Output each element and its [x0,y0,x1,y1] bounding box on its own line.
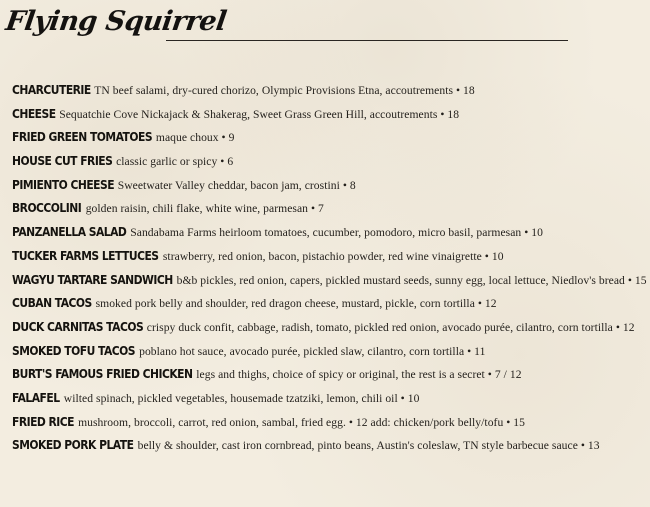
item-name: FALAFEL [12,389,60,405]
item-name: DUCK CARNITAS TACOS [12,318,144,334]
menu-item [12,196,648,220]
item-description: TN beef salami, dry-cured chorizo, Olympic Provisions Etna, accoutrements • 18 [94,84,475,97]
menu-item [12,315,648,339]
menu-item [12,149,648,173]
item-name: TUCKER FARMS LETTUCES [12,247,159,263]
item-name: PIMIENTO CHEESE [12,176,115,192]
item-name: CUBAN TACOS [12,295,92,311]
menu-item [12,291,648,315]
item-name: CHEESE [12,105,56,121]
item-name: PANZANELLA SALAD [12,224,127,240]
menu-list [12,78,648,457]
menu-item [12,410,648,434]
title-underline [166,40,568,41]
item-description: b&b pickles, red onion, capers, pickled mustard seeds, sunny egg, local lettuce, Niedlov's bread • 15 [176,273,647,287]
menu-item [12,433,648,457]
item-description: belly & shoulder, cast iron cornbread, pinto beans, Austin's coleslaw, TN style barbecue sauce • 13 [137,439,600,453]
item-name: BROCCOLINI [12,200,82,216]
menu-item [12,125,648,149]
item-name: CHARCUTERIE [12,82,91,97]
item-description: smoked pork belly and shoulder, red dragon cheese, mustard, pickle, corn tortilla • 12 [95,297,497,311]
menu-item [12,268,648,292]
item-name: SMOKED PORK PLATE [12,437,134,453]
item-name: BURT'S FAMOUS FRIED CHICKEN [12,366,193,382]
menu-item [12,102,648,126]
menu-item [12,173,648,197]
item-name: FRIED GREEN TOMATOES [12,129,153,145]
item-name: WAGYU TARTARE SANDWICH [12,271,173,287]
item-name: HOUSE CUT FRIES [12,153,113,169]
menu-item [12,339,648,363]
menu-item [12,220,648,244]
item-description: classic garlic or spicy • 6 [116,155,234,169]
item-description: crispy duck confit, cabbage, radish, tomato, pickled red onion, avocado purée, cilantro, corn tortilla • 12 [146,320,635,334]
item-description: legs and thighs, choice of spicy or original, the rest is a secret • 7 / 12 [196,368,522,382]
item-name: SMOKED TOFU TACOS [12,342,136,358]
item-description: strawberry, red onion, bacon, pistachio powder, red wine vinaigrette • 10 [162,249,504,263]
item-description: poblano hot sauce, avocado purée, pickled slaw, cilantro, corn tortilla • 11 [139,344,486,358]
item-description: Sequatchie Cove Nickajack & Shakerag, Sweet Grass Green Hill, accoutrements • 18 [59,107,460,121]
menu-item [12,244,648,268]
item-description: mushroom, broccoli, carrot, red onion, sambal, fried egg. • 12 add: chicken/pork belly/tofu • 15 [78,415,526,429]
restaurant-title: Flying Squirrel [3,6,229,37]
item-description: Sandabama Farms heirloom tomatoes, cucumber, pomodoro, micro basil, parmesan • 10 [130,226,543,240]
item-description: golden raisin, chili flake, white wine, parmesan • 7 [85,202,324,216]
menu-item [12,386,648,410]
menu-item [12,78,648,102]
item-description: Sweetwater Valley cheddar, bacon jam, crostini • 8 [117,178,356,192]
menu-item [12,362,648,386]
item-description: wilted spinach, pickled vegetables, housemade tzatziki, lemon, chili oil • 10 [63,391,420,405]
item-description: maque choux • 9 [155,131,235,145]
menu-header [3,4,566,44]
item-name: FRIED RICE [12,413,74,429]
